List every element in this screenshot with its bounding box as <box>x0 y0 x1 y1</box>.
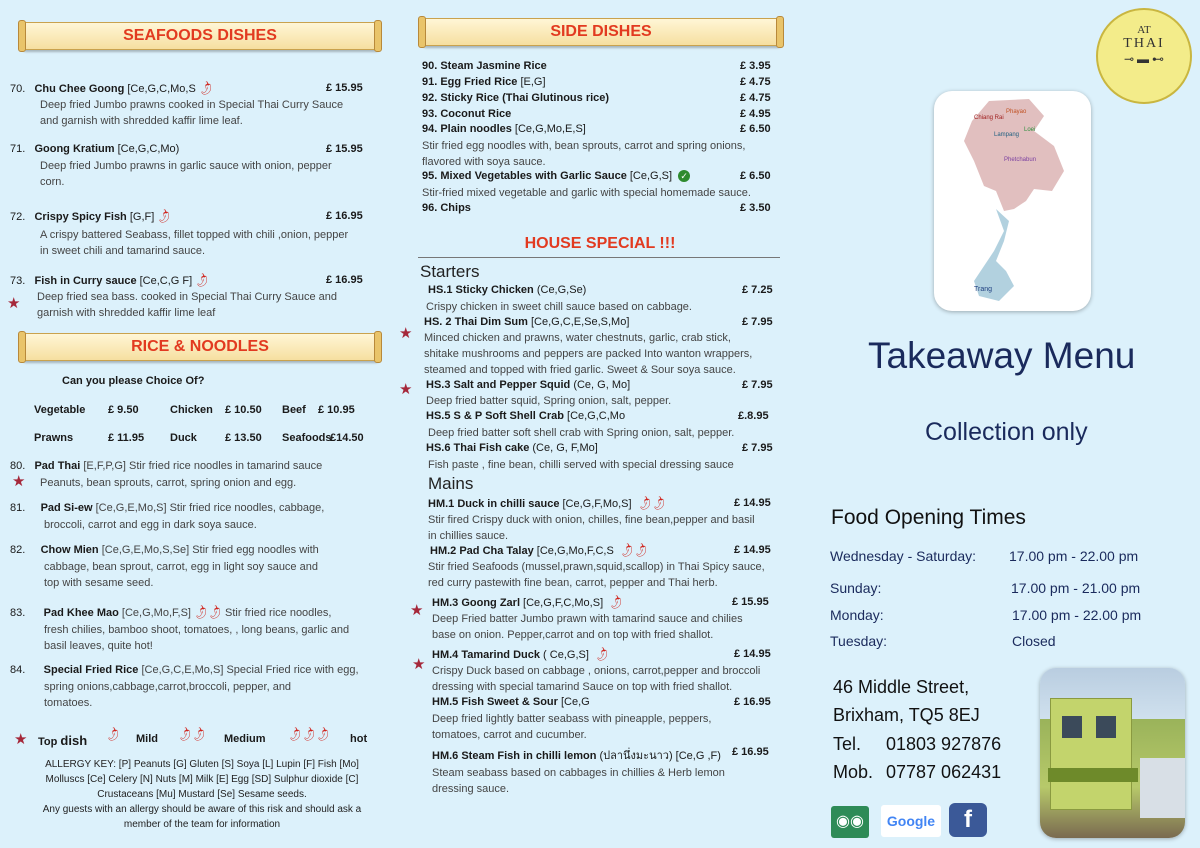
choice-label: Duck <box>170 432 197 444</box>
chili-icon: 🌶 <box>192 604 211 622</box>
building-facade <box>1050 698 1132 810</box>
item-description: Stir fried Seafoods (mussel,prawn,squid,scallop) in Thai Spicy sauce, red curry pastewith fine bean, carrot, pepper and Thai herb. <box>428 561 765 589</box>
choice-label: Beef <box>282 404 306 416</box>
hours-time: 17.00 pm - 21.00 pm <box>1011 580 1141 596</box>
item-number: 71. <box>10 143 26 155</box>
allergen-code: [Ce,C,G F] <box>139 275 193 287</box>
item-name: Chow Mien <box>40 544 99 556</box>
item-number: 81. <box>10 502 26 514</box>
house-starter-item: HS.3 Salt and Pepper Squid (Ce, G, Mo] <box>426 379 631 391</box>
side-item-96: 96. Chips <box>422 202 471 214</box>
top-dish-star-icon: ★ <box>7 295 21 312</box>
house-starter-item: HS. 2 Thai Dim Sum [Ce,G,C,E,Se,S,Mo] <box>424 316 630 328</box>
item-number: 70. <box>10 83 26 95</box>
menu-item-84 <box>10 664 359 676</box>
item-price: £ 16.95 <box>734 696 771 708</box>
item-description: Deep fried lightly batter seabass with pineapple, peppers, tomatoes, carrot and cucumber. <box>432 713 712 741</box>
side-description: Stir fried egg noodles with, bean sprouts, carrot and spring onions, flavored with soya sauce. <box>422 140 746 168</box>
item-number: 84. <box>10 664 26 676</box>
hours-time: 17.00 pm - 22.00 pm <box>1009 548 1139 564</box>
side-item-93: 93. Coconut Rice <box>422 108 512 120</box>
svg-text:Phetchabun: Phetchabun <box>1004 157 1037 163</box>
item-description: Stir fried rice noodles, cabbage, <box>169 502 325 514</box>
side-price: £ 6.50 <box>740 123 771 135</box>
rice-noodles-heading-banner <box>22 333 378 361</box>
building-window <box>1096 716 1116 738</box>
item-name: Goong Kratium <box>34 143 115 155</box>
menu-item-71 <box>10 143 179 155</box>
tel-label: Tel. <box>833 734 862 754</box>
top-dish-star-icon: ★ <box>14 731 28 748</box>
allergen-code: [E,F,P,G] <box>83 460 126 472</box>
top-dish-star-icon: ★ <box>399 325 413 342</box>
item-price: £ 7.25 <box>742 284 773 296</box>
side-dishes-heading: SIDE DISHES <box>550 23 652 40</box>
item-description: Deep fried batter soft shell crab with Spring onion, salt, pepper. <box>428 427 735 439</box>
side-item-91: 91. Egg Fried Rice [E,G] <box>422 76 546 88</box>
item-description: Stir fried rice noodles, <box>225 607 332 619</box>
item-description: Deep fried sea bass. cooked in Special Thai Curry Sauce and garnish with shredded kaffir lime leaf <box>37 291 338 319</box>
house-main-item: HM.2 Pad Cha Talay [Ce,G,Mo,F,C,S 🌶🌶 <box>430 542 651 560</box>
chili-icon: 🌶 <box>190 726 209 744</box>
item-number: 80. <box>10 460 26 472</box>
chili-icon: 🌶 <box>314 726 333 744</box>
house-special-heading: HOUSE SPECIAL !!! <box>524 235 676 252</box>
side-price: £ 3.50 <box>740 202 771 214</box>
vegetarian-check-icon: ✓ <box>678 170 690 182</box>
side-description: Stir-fried mixed vegetable and garlic with special homemade sauce. <box>422 187 751 199</box>
restaurant-photo <box>1040 668 1185 838</box>
item-name: Special Fried Rice <box>43 664 139 676</box>
item-price: £ 14.95 <box>734 648 771 660</box>
item-price: £ 7.95 <box>742 379 773 391</box>
side-price: £ 6.50 <box>740 170 771 182</box>
choice-price: £ 11.95 <box>108 432 145 444</box>
item-price: £ 14.95 <box>734 544 771 556</box>
house-main-item: HM.3 Goong Zarl [Ce,G,F,C,Mo,S] 🌶 <box>432 594 626 612</box>
item-description: Fish paste , fine bean, chilli served with special dressing sauce <box>428 459 734 471</box>
chili-icon: 🌶 <box>197 80 216 98</box>
item-description: Minced chicken and prawns, water chestnuts, garlic, crab stick, shitake mushrooms and peppers are packed Into wanton wrappers, steamed and topped with fried garlic. Sweet & Sour soya sauce. <box>424 332 753 376</box>
cutlery-icon: ⊸ ▬ ⊷ <box>1123 52 1165 66</box>
choice-label: Seafoods <box>282 432 332 444</box>
address-line1: 46 Middle Street, <box>833 677 970 697</box>
legend-top-dish: Top dish <box>38 733 88 748</box>
facebook-icon[interactable]: f <box>949 803 987 837</box>
hours-time: 17.00 pm - 22.00 pm <box>1012 607 1142 623</box>
hours-day: Monday: <box>830 607 884 623</box>
mob-label: Mob. <box>833 762 874 782</box>
page-title: Takeaway Menu <box>868 335 1136 376</box>
divider <box>418 257 780 258</box>
thailand-word-map <box>934 91 1091 311</box>
allergen-code: [Ce,G,E,Mo,S] <box>95 502 167 514</box>
house-starter-item: HS.1 Sticky Chicken (Ce,G,Se) <box>428 284 587 296</box>
tel-number[interactable]: 01803 927876 <box>886 734 1002 754</box>
neighbour-building <box>1140 758 1185 818</box>
side-item-92: 92. Sticky Rice (Thai Glutinous rice) <box>422 92 610 104</box>
side-price: £ 4.95 <box>740 108 771 120</box>
chili-icon: 🌶 <box>649 495 668 513</box>
menu-item-83 <box>10 604 332 622</box>
tripadvisor-icon[interactable]: ◉◉ <box>831 806 869 838</box>
legend-hot: hot <box>350 733 368 745</box>
menu-item-70 <box>10 80 216 98</box>
svg-text:Phayao: Phayao <box>1006 109 1027 115</box>
choice-price: £14.50 <box>330 432 364 444</box>
hours-day: Sunday: <box>830 580 882 596</box>
item-price: £ 16.95 <box>326 274 363 286</box>
menu-item-82 <box>10 544 319 556</box>
item-price: £ 16.95 <box>326 210 363 222</box>
top-dish-star-icon: ★ <box>412 656 426 673</box>
item-description: Stir fried rice noodles in tamarind sauce <box>129 460 323 472</box>
house-main-item: HM.1 Duck in chilli sauce [Ce,G,F,Mo,S] 🌶🌶 <box>428 495 668 513</box>
allergy-key: ALLERGY KEY: [P] Peanuts [G] Gluten [S] Soya [L] Lupin [F] Fish [Mo] Molluscs [Ce] Celery [N] Nuts [M] Milk [E] Egg [SD] Sulphur dioxide [C] Crustaceans [Mu] Mustard [Se] Sesame seeds. Any guests with an allergy should be aware of this risk and should ask a member of the team for information <box>42 759 362 830</box>
chili-icon: 🌶 <box>618 542 637 560</box>
item-price: £ 14.95 <box>734 497 771 509</box>
allergen-code: [Ce,G,Mo,F,S] <box>121 607 191 619</box>
item-number: 82. <box>10 544 26 556</box>
item-description: cabbage, bean sprout, carrot, egg in light soy sauce and top with sesame seed. <box>44 561 318 589</box>
menu-item-73 <box>10 272 212 290</box>
choice-price: £ 13.50 <box>225 432 262 444</box>
svg-text:Loei: Loei <box>1024 127 1036 133</box>
item-description: Special Fried rice with egg, <box>226 664 359 676</box>
item-name: Fish in Curry sauce <box>34 275 137 287</box>
chili-icon: 🌶 <box>104 726 123 744</box>
menu-item-72 <box>10 208 174 226</box>
item-description: Stir fried egg noodles with <box>192 544 319 556</box>
item-name: Pad Si-ew <box>40 502 93 514</box>
choice-label: Vegetable <box>34 404 86 416</box>
item-description: Deep fried Jumbo prawns cooked in Special Thai Curry Sauce and garnish with shredded kaffir lime leaf. <box>40 99 344 127</box>
rice-noodles-heading: RICE & NOODLES <box>131 338 269 355</box>
mob-number[interactable]: 07787 062431 <box>886 762 1002 782</box>
chili-icon: 🌶 <box>286 726 305 744</box>
at-thai-logo: AT THAI ⊸ ▬ ⊷ <box>1096 8 1192 104</box>
allergen-code: [Ce,G,E,Mo,S,Se] <box>101 544 190 556</box>
allergen-code: [Ce,G,C,Mo) <box>117 143 180 155</box>
side-price: £ 4.75 <box>740 76 771 88</box>
seafood-heading-banner <box>22 22 378 50</box>
address-line2: Brixham, TQ5 8EJ <box>833 705 980 725</box>
chili-icon: 🌶 <box>635 495 654 513</box>
side-price: £ 3.95 <box>740 60 771 72</box>
side-item-95: 95. Mixed Vegetables with Garlic Sauce [Ce,G,S] ✓ <box>422 170 690 182</box>
chili-icon: 🌶 <box>607 594 626 612</box>
svg-text:Lampang: Lampang <box>994 132 1020 138</box>
google-icon[interactable]: Google <box>881 805 941 837</box>
svg-text:Trang: Trang <box>974 286 993 293</box>
chili-icon: 🌶 <box>206 604 225 622</box>
item-description: Steam seabass based on cabbages in chillies & Herb lemon dressing sauce. <box>432 767 725 795</box>
chili-icon: 🌶 <box>176 726 195 744</box>
item-description: spring onions,cabbage,carrot,broccoli, pepper, and tomatoes. <box>44 681 292 709</box>
item-description: A crispy battered Seabass, fillet topped with chili ,onion, pepper in sweet chili and tamarind sauce. <box>40 229 349 257</box>
side-price: £ 4.75 <box>740 92 771 104</box>
side-item-90: 90. Steam Jasmine Rice <box>422 60 547 72</box>
thailand-map-card <box>934 91 1091 311</box>
item-price: £ 15.95 <box>732 596 769 608</box>
svg-text:Chiang Rai: Chiang Rai <box>974 115 1004 121</box>
allergen-code: [Ce,G,C,Mo,S <box>127 83 196 95</box>
chili-icon: 🌶 <box>593 646 612 664</box>
choice-label: Prawns <box>34 432 74 444</box>
seafood-heading: SEAFOODS DISHES <box>123 27 277 44</box>
side-dishes-heading-banner <box>422 18 780 46</box>
legend-medium: Medium <box>224 733 266 745</box>
top-dish-star-icon: ★ <box>399 381 413 398</box>
starters-heading: Starters <box>420 262 480 281</box>
chili-icon: 🌶 <box>632 542 651 560</box>
top-dish-star-icon: ★ <box>410 602 424 619</box>
menu-item-80 <box>10 460 322 472</box>
shop-awning <box>1048 768 1138 782</box>
chili-icon: 🌶 <box>193 272 212 290</box>
house-main-item: HM.5 Fish Sweet & Sour [Ce,G <box>432 696 590 708</box>
item-name: Chu Chee Goong <box>34 83 125 95</box>
item-description: Crispy Duck based on cabbage , onions, carrot,pepper and broccoli dressing with special tamarind Sauce on top with fried shallot. <box>432 665 761 693</box>
item-price: £ 15.95 <box>326 143 363 155</box>
item-price: £.8.95 <box>738 410 769 422</box>
choice-label: Chicken <box>170 404 213 416</box>
chili-icon: 🌶 <box>155 208 174 226</box>
item-name: Crispy Spicy Fish <box>34 211 127 223</box>
menu-item-81 <box>10 502 324 514</box>
opening-times-heading: Food Opening Times <box>831 506 1026 529</box>
choice-price: £ 10.50 <box>225 404 262 416</box>
item-description: fresh chilies, bamboo shoot, tomatoes, , long beans, garlic and basil leaves, quite hot! <box>44 624 350 652</box>
item-price: £ 15.95 <box>326 82 363 94</box>
allergen-code: [Ce,G,C,E,Mo,S] <box>141 664 224 676</box>
item-number: 73. <box>10 275 26 287</box>
choice-price: £ 9.50 <box>108 404 139 416</box>
house-starter-item: HS.5 S & P Soft Shell Crab [Ce,G,C,Mo <box>426 410 626 422</box>
chili-icon: 🌶 <box>300 726 319 744</box>
item-name: Pad Thai <box>34 460 81 472</box>
house-main-item: HM.6 Steam Fish in chilli lemon (ปลานึ่งมะนาว) [Ce,G ,F) <box>432 750 721 762</box>
item-description: broccoli, carrot and egg in dark soya sauce. <box>44 519 257 531</box>
mains-heading: Mains <box>428 474 474 493</box>
item-description: Stir fired Crispy duck with onion, chilles, fine bean,pepper and basil in chillies sauce. <box>428 514 755 542</box>
item-number: 72. <box>10 211 26 223</box>
house-starter-item: HS.6 Thai Fish cake (Ce, G, F,Mo] <box>426 442 598 454</box>
item-number: 83. <box>10 607 26 619</box>
item-description: Deep fried batter squid, Spring onion, salt, pepper. <box>426 395 672 407</box>
item-description: Peanuts, bean sprouts, carrot, spring onion and egg. <box>40 477 297 489</box>
house-main-item: HM.4 Tamarind Duck ( Ce,G,S] 🌶 <box>432 646 612 664</box>
item-description: Deep fried Jumbo prawns in garlic sauce with onion, pepper corn. <box>40 160 332 188</box>
item-price: £ 7.95 <box>742 316 773 328</box>
hours-day: Wednesday - Saturday: <box>830 548 977 564</box>
item-price: £ 16.95 <box>732 746 769 758</box>
hours-day: Tuesday: <box>830 633 888 649</box>
allergen-code: [G,F] <box>129 211 155 223</box>
choice-price: £ 10.95 <box>318 404 355 416</box>
choice-prompt: Can you please Choice Of? <box>62 375 205 387</box>
item-description: Crispy chicken in sweet chill sauce based on cabbage. <box>426 301 692 313</box>
item-name: Pad Khee Mao <box>43 607 119 619</box>
legend-mild: Mild <box>136 733 158 745</box>
building-window <box>1062 716 1082 738</box>
top-dish-star-icon: ★ <box>12 473 26 490</box>
item-description: Deep Fried batter Jumbo prawn with tamarind sauce and chilies base on onion. Pepper,carrot and on top with fried shallot. <box>432 613 743 641</box>
hours-time: Closed <box>1012 633 1056 649</box>
side-item-94: 94. Plain noodles [Ce,G,Mo,E,S] <box>422 123 586 135</box>
item-price: £ 7.95 <box>742 442 773 454</box>
page-subtitle: Collection only <box>925 418 1088 446</box>
